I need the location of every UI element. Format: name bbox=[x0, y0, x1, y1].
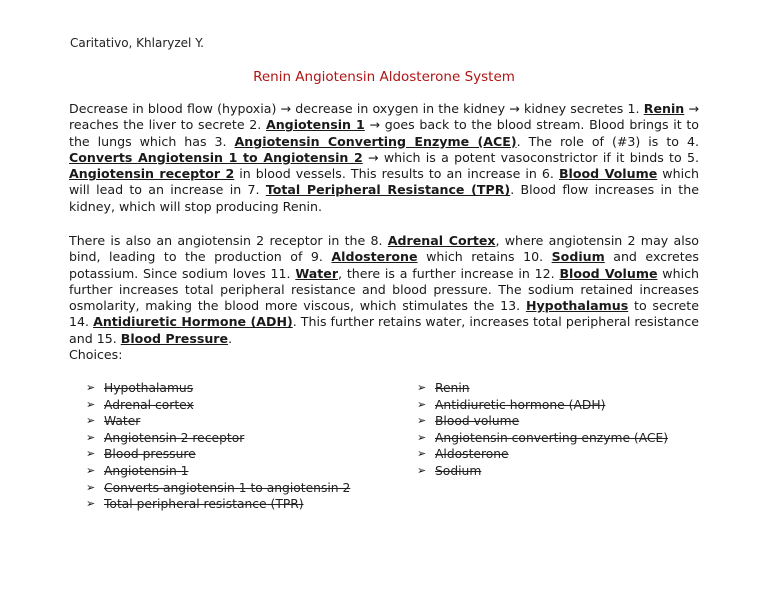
blank-number: 3. bbox=[214, 133, 235, 149]
blank-number: 11. bbox=[270, 265, 296, 281]
arrow-bullet-icon: ➢ bbox=[86, 463, 96, 477]
answer-term: Blood Volume bbox=[558, 166, 658, 182]
arrow-bullet-icon: ➢ bbox=[417, 447, 427, 461]
paragraph-text: → which is a potent vasoconstrictor if it binds to bbox=[362, 149, 687, 165]
answer-term: Converts Angiotensin 1 to Angiotensin 2 bbox=[69, 149, 363, 165]
blank-number: 1. bbox=[627, 101, 644, 116]
choice-item bbox=[417, 397, 668, 414]
arrow-bullet-icon: ➢ bbox=[417, 463, 427, 477]
answer-term: Water bbox=[295, 265, 339, 281]
choice-text: Blood pressure bbox=[104, 447, 196, 462]
paragraph-text: and excretes potassium. Since sodium loves bbox=[69, 249, 699, 281]
choice-text: Aldosterone bbox=[435, 447, 509, 462]
arrow-bullet-icon: ➢ bbox=[417, 397, 427, 411]
blank-number: 5. bbox=[686, 149, 699, 165]
choice-text: Hypothalamus bbox=[104, 381, 194, 395]
answer-term: Angiotensin Converting Enzyme (ACE) bbox=[234, 133, 517, 149]
choice-item bbox=[86, 413, 350, 430]
arrow-bullet-icon: ➢ bbox=[86, 397, 96, 411]
choices-label: Choices: bbox=[69, 347, 123, 362]
choice-item bbox=[417, 413, 668, 430]
choice-text: Converts angiotensin 1 to angiotensin 2 bbox=[104, 480, 351, 495]
choice-text: Antidiuretic hormone (ADH) bbox=[435, 397, 606, 412]
paragraph-text: . bbox=[228, 330, 233, 346]
answer-term: Angiotensin receptor 2 bbox=[69, 166, 235, 182]
arrow-bullet-icon: ➢ bbox=[86, 480, 96, 494]
choice-text: Renin bbox=[435, 381, 470, 395]
paragraph-text: . Blood flow increases in the kidney, which will stop producing Renin. bbox=[69, 182, 699, 214]
choice-text: Total peripheral resistance (TPR) bbox=[104, 497, 304, 512]
choice-text: Adrenal cortex bbox=[104, 397, 194, 412]
blank-number: 8. bbox=[370, 233, 388, 248]
blank-number: 12. bbox=[534, 265, 560, 281]
arrow-bullet-icon: ➢ bbox=[86, 497, 96, 511]
paragraph-text: , where angiotensin 2 may also bind, leading to the production of bbox=[69, 233, 699, 265]
paragraph-text: to secrete bbox=[628, 298, 699, 314]
choices-list-right bbox=[417, 380, 668, 480]
answer-term: Blood Pressure bbox=[120, 330, 229, 346]
choice-text: Angiotensin converting enzyme (ACE) bbox=[435, 430, 669, 445]
answer-term: Blood Volume bbox=[559, 265, 658, 281]
choice-item bbox=[86, 430, 350, 447]
choice-text: Angiotensin 2 receptor bbox=[104, 430, 245, 445]
blank-number: 2. bbox=[249, 117, 266, 133]
blank-number: 6. bbox=[541, 166, 559, 182]
answer-term: Adrenal Cortex bbox=[387, 233, 496, 248]
paragraph-text: , there is a further increase in bbox=[338, 265, 535, 281]
choice-item bbox=[86, 496, 350, 513]
author-name: Caritativo, Khlaryzel Y. bbox=[70, 36, 204, 50]
paragraph-text: . This further retains water, increases total peripheral resistance and bbox=[69, 314, 699, 346]
paragraph-2 bbox=[69, 233, 699, 347]
answer-term: Aldosterone bbox=[331, 249, 418, 265]
arrow-bullet-icon: ➢ bbox=[86, 430, 96, 444]
answer-term: Antidiuretic Hormone (ADH) bbox=[93, 314, 293, 330]
paragraph-text: . The role of (#3) is to bbox=[516, 133, 687, 149]
choice-item bbox=[417, 430, 668, 447]
choice-item bbox=[417, 446, 668, 463]
paragraph-text: which will lead to an increase in bbox=[69, 166, 699, 198]
choice-item bbox=[86, 480, 350, 497]
arrow-bullet-icon: ➢ bbox=[417, 414, 427, 428]
paragraph-text: in blood vessels. This results to an increase in bbox=[234, 166, 542, 182]
paragraph-text: There is also an angiotensin 2 receptor in the bbox=[69, 233, 371, 248]
choice-item bbox=[417, 380, 668, 397]
arrow-bullet-icon: ➢ bbox=[86, 414, 96, 428]
paragraph-text: which retains bbox=[417, 249, 524, 265]
choices-list-left bbox=[86, 380, 350, 513]
blank-number: 9. bbox=[310, 249, 332, 265]
answer-term: Renin bbox=[643, 101, 685, 116]
blank-number: 14. bbox=[69, 314, 94, 330]
answer-term: Total Peripheral Resistance (TPR) bbox=[265, 182, 511, 198]
choice-text: Angiotensin 1 bbox=[104, 463, 189, 478]
answer-term: Sodium bbox=[551, 249, 605, 265]
blank-number: 15. bbox=[96, 330, 121, 346]
blank-number: 13. bbox=[500, 298, 526, 314]
choice-item bbox=[86, 463, 350, 480]
paragraph-text: → goes back to the blood stream. Blood brings it to the lungs which has bbox=[69, 117, 699, 149]
choice-text: Sodium bbox=[435, 463, 482, 478]
blank-number: 7. bbox=[247, 182, 266, 198]
document-title: Renin Angiotensin Aldosterone System bbox=[253, 69, 515, 85]
paragraph-text: which further increases total peripheral resistance and blood pressure. The sodium retained increases osmolarity, making the blood more viscous, which stimulates the bbox=[69, 265, 699, 314]
choice-item bbox=[417, 463, 668, 480]
paragraph-text: Decrease in blood flow (hypoxia) → decrease in oxygen in the kidney → kidney secretes bbox=[69, 101, 628, 116]
answer-term: Angiotensin 1 bbox=[265, 117, 365, 133]
paragraph-1 bbox=[69, 101, 699, 215]
arrow-bullet-icon: ➢ bbox=[86, 447, 96, 461]
arrow-bullet-icon: ➢ bbox=[417, 381, 427, 394]
choice-item bbox=[86, 446, 350, 463]
choice-item bbox=[86, 380, 350, 397]
choice-item bbox=[86, 397, 350, 414]
answer-term: Hypothalamus bbox=[525, 298, 629, 314]
paragraph-text: → reaches the liver to secrete bbox=[69, 101, 699, 133]
blank-number: 10. bbox=[523, 249, 552, 265]
choice-text: Blood volume bbox=[435, 414, 520, 429]
arrow-bullet-icon: ➢ bbox=[86, 381, 96, 394]
arrow-bullet-icon: ➢ bbox=[417, 430, 427, 444]
choice-text: Water bbox=[104, 414, 141, 429]
blank-number: 4. bbox=[686, 133, 699, 149]
